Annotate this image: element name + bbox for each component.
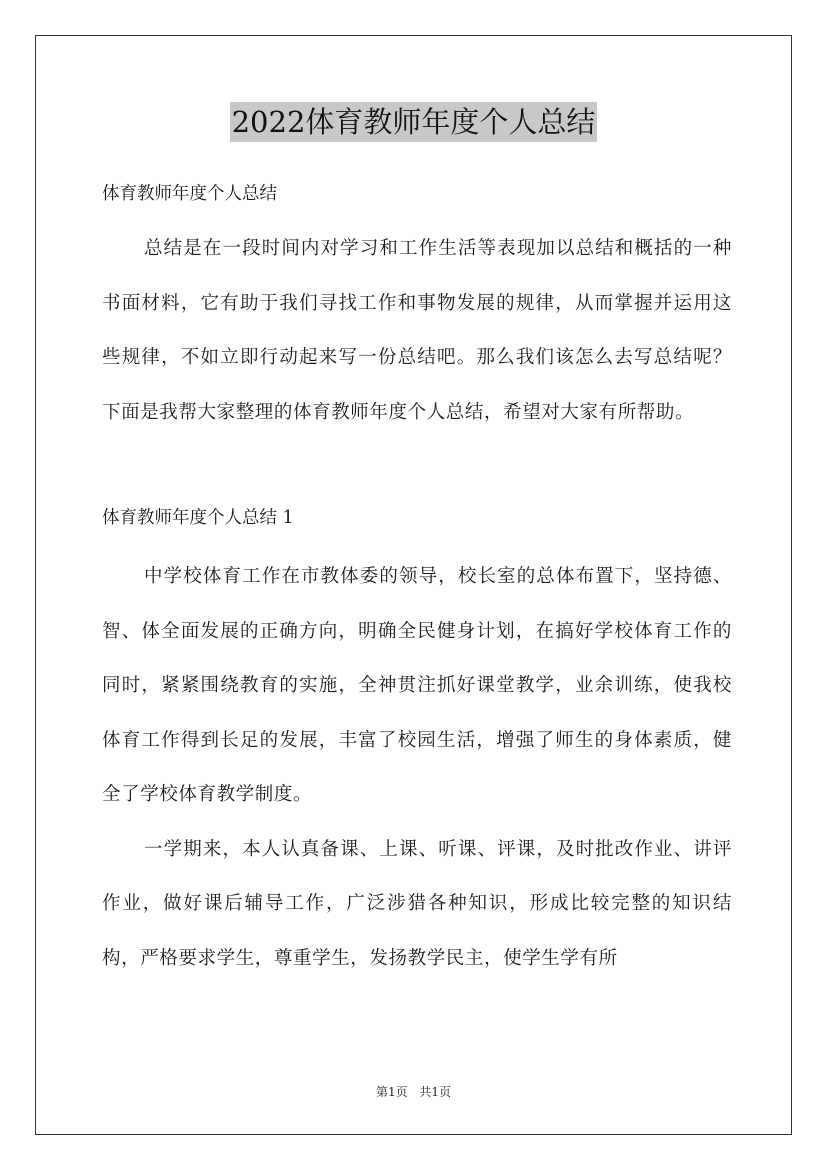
intro-heading: 体育教师年度个人总结 xyxy=(102,184,277,204)
section1-heading: 体育教师年度个人总结 1 xyxy=(102,508,294,528)
title-container xyxy=(0,102,827,142)
document-title: 2022体育教师年度个人总结 xyxy=(230,102,598,142)
page-number-current: 第1页 xyxy=(375,1085,408,1099)
section1-paragraph-2: 一学期来，本人认真备课、上课、听课、评课，及时批改作业、讲评作业，做好课后辅导工作，广泛涉猎各种知识，形成比较完整的知识结构，严格要求学生，尊重学生，发扬教学民主，使学生学有所 xyxy=(102,838,732,969)
intro-paragraph: 总结是在一段时间内对学习和工作生活等表现加以总结和概括的一种书面材料，它有助于我们寻找工作和事物发展的规律，从而掌握并运用这些规律，不如立即行动起来写一份总结吧。那么我们该怎么去写总结呢？下面是我帮大家整理的体育教师年度个人总结，希望对大家有所帮助。 xyxy=(102,238,732,423)
section1-paragraph-1: 中学校体育工作在市教体委的领导，校长室的总体布置下，坚持德、智、体全面发展的正确方向，明确全民健身计划，在搞好学校体育工作的同时，紧紧围绕教育的实施，全神贯注抓好课堂教学，业余训练，使我校体育工作得到长足的发展，丰富了校园生活，增强了师生的身体素质，健全了学校体育教学制度。 xyxy=(102,566,732,805)
document-body xyxy=(102,176,732,986)
page-footer xyxy=(0,1083,827,1101)
page-number-total: 共1页 xyxy=(419,1085,452,1099)
